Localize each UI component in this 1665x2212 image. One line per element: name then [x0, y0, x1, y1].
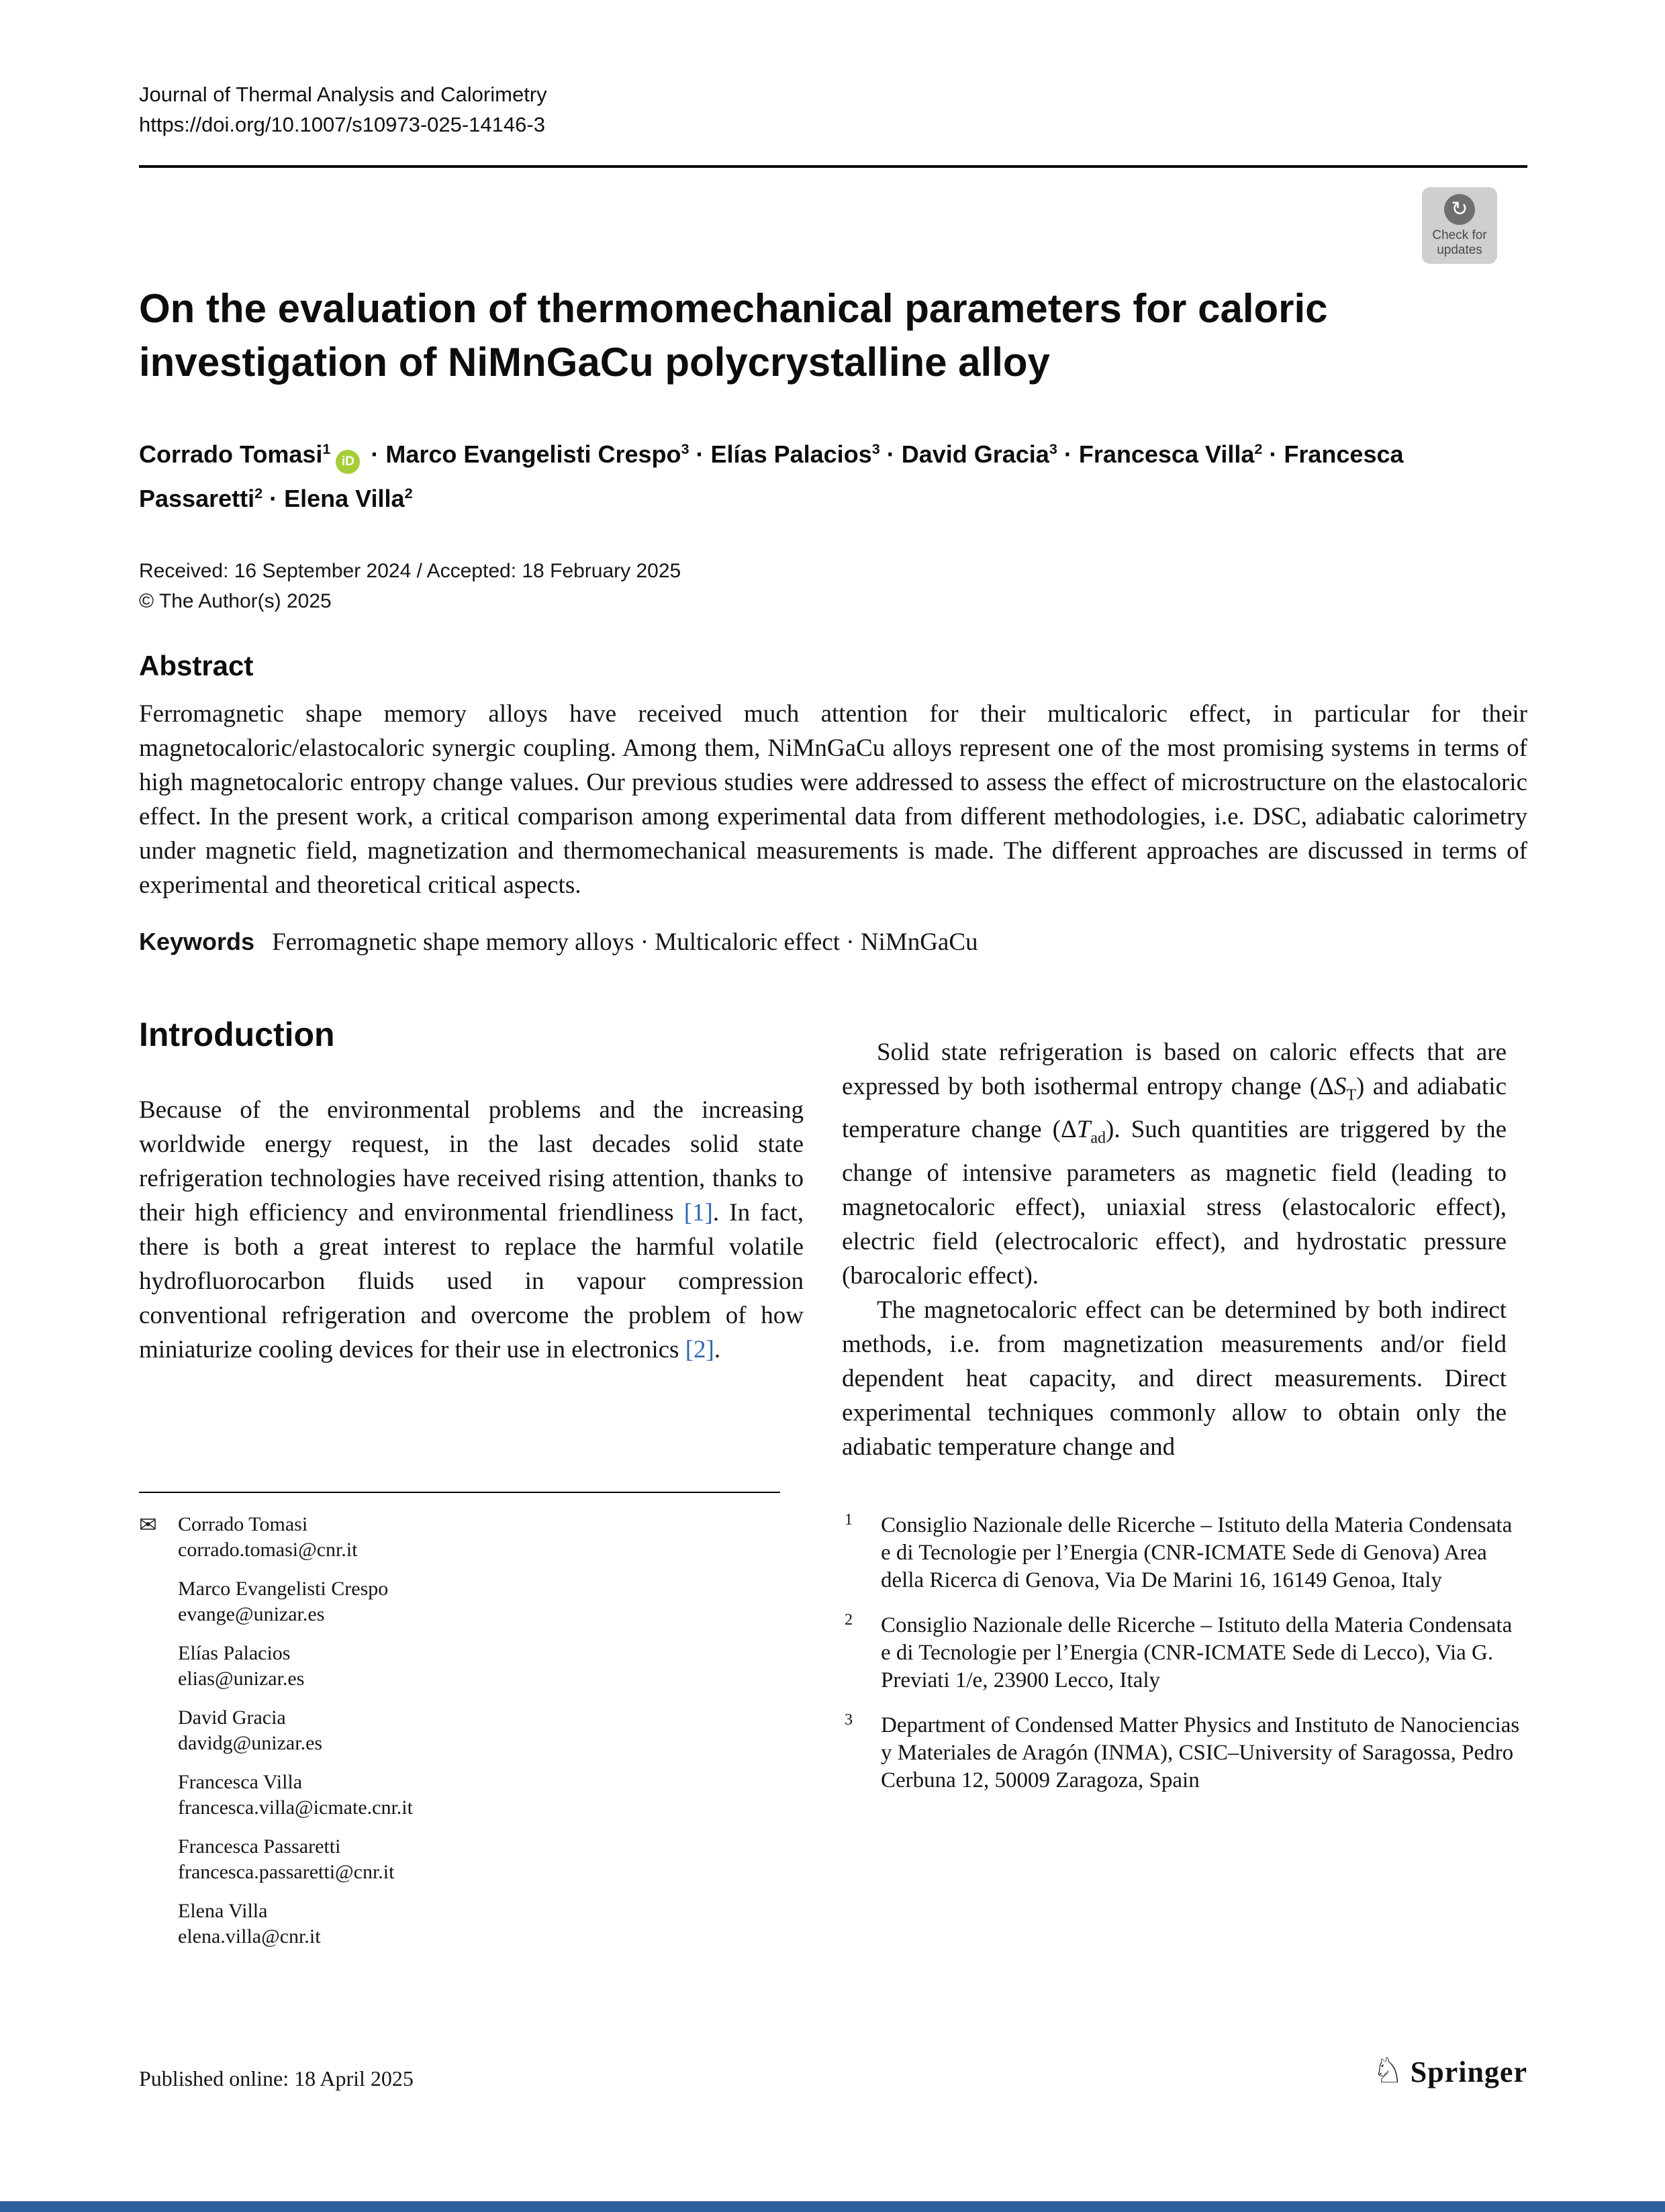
keywords-text: Ferromagnetic shape memory alloys · Multicaloric effect · NiMnGaCu	[272, 928, 978, 956]
intro-right-column	[842, 1035, 1507, 1464]
affiliation-text: Consiglio Nazionale delle Ricerche – Istituto della Materia Condensata e di Tecnologie per l’Energia (CNR-ICMATE Sede di Genova) Area della Ricerca di Genova, Via De Marini 16, 16149 Genoa, Italy	[881, 1513, 1513, 1592]
correspondence-entry	[139, 1641, 804, 1692]
correspondent-email[interactable]: davidg@unizar.es	[178, 1732, 323, 1754]
correspondence-entry	[139, 1770, 804, 1821]
springer-logo	[1372, 2054, 1527, 2089]
springer-horse-icon: ♘	[1372, 2052, 1404, 2090]
correspondent-name: Francesca Villa	[178, 1771, 303, 1793]
affiliation-number: 2	[845, 1611, 853, 1629]
correspondent-name: Marco Evangelisti Crespo	[178, 1578, 389, 1600]
email-icon: ✉	[139, 1512, 157, 1537]
correspondence-entry	[139, 1705, 804, 1756]
author-line	[139, 430, 1415, 518]
doi-link[interactable]: https://doi.org/10.1007/s10973-025-14146-3	[139, 113, 545, 136]
correspondence-entry	[139, 1834, 804, 1885]
refresh-glyph: ↻	[1451, 198, 1468, 220]
intro-paragraph: Solid state refrigeration is based on caloric effects that are expressed by both isothermal entropy change $(\Delta S_T)$ and adiabatic temperature change $(\Delta T_{ad})$. Such quantities are triggered by the change of intensive parameters as magnetic field (leading to magnetocaloric effect), uniaxial stress (elastocaloric effect), electric field (electrocaloric effect), and hydrostatic pressure (barocaloric effect).	[842, 1039, 1507, 1290]
author-separator: ·	[689, 440, 711, 468]
received-accepted: Received: 16 September 2024 / Accepted: 18 February 2025	[139, 560, 681, 582]
citation-link[interactable]: [2]	[685, 1336, 714, 1363]
correspondent-email[interactable]: evange@unizar.es	[178, 1603, 325, 1625]
correspondent-name: David Gracia	[178, 1706, 286, 1729]
affiliation-text: Consiglio Nazionale delle Ricerche – Istituto della Materia Condensata e di Tecnologie per l’Energia (CNR-ICMATE Sede di Lecco), Via G. Previati 1/e, 23900 Lecco, Italy	[881, 1613, 1513, 1692]
affiliation-text: Department of Condensed Matter Physics and Instituto de Nanociencias y Materiales de Aragón (INMA), CSIC–University of Saragossa, Pedro Cerbuna 12, 50009 Zaragoza, Spain	[881, 1713, 1520, 1792]
copyright-line: © The Author(s) 2025	[139, 590, 332, 612]
orcid-icon[interactable]: iD	[336, 450, 360, 474]
keywords-line	[139, 928, 1527, 957]
affiliation-entry	[842, 1512, 1520, 1594]
header-rule	[139, 165, 1527, 168]
correspondent-name: Elías Palacios	[178, 1642, 291, 1664]
author-separator: ·	[364, 440, 386, 468]
journal-header	[139, 79, 547, 140]
correspondent-email[interactable]: elias@unizar.es	[178, 1668, 305, 1690]
author-name: Elena Villa$^2$	[284, 485, 413, 512]
abstract-heading: Abstract	[139, 650, 254, 681]
affiliation-number: 3	[845, 1711, 853, 1729]
author-name: Marco Evangelisti Crespo$^3$	[385, 440, 689, 468]
intro-paragraph: The magnetocaloric effect can be determined by both indirect methods, i.e. from magnetization measurements and/or field dependent heat capacity, and direct measurements. Direct experimental techniques commonly allow to obtain only the adiabatic temperature change and	[842, 1296, 1507, 1461]
bottom-accent-bar	[0, 2201, 1665, 2212]
correspondent-email[interactable]: corrado.tomasi@cnr.it	[178, 1539, 358, 1561]
correspondence-entry	[139, 1898, 804, 1950]
keywords-label: Keywords	[139, 928, 255, 955]
footnote-rule	[139, 1492, 780, 1493]
crossmark-icon	[1444, 194, 1475, 225]
affiliation-entry	[842, 1712, 1520, 1794]
citation-link[interactable]: [1]	[683, 1199, 713, 1227]
author-name: Corrado Tomasi$^1$	[139, 440, 331, 468]
author-name: Francesca Passaretti$^2$	[139, 440, 1404, 512]
author-name: Francesca Villa$^2$	[1078, 440, 1263, 468]
correspondent-name: Francesca Passaretti	[178, 1835, 341, 1858]
check-updates-badge[interactable]	[1422, 187, 1497, 264]
intro-paragraph: Because of the environmental problems and the increasing worldwide energy request, in the last decades solid state refrigeration technologies have received rising attention, thanks to their high efficiency and environmental friendliness [1]. In fact, there is both a great interest to replace the harmful volatile hydrofluorocarbon fluids used in vapour compression conventional refrigeration and overcome the problem of how miniaturize cooling devices for their use in electronics [2].	[139, 1096, 804, 1363]
affiliation-number: 1	[845, 1511, 853, 1529]
dates-block	[139, 556, 681, 616]
introduction-heading: Introduction	[139, 1016, 335, 1053]
correspondent-email[interactable]: francesca.villa@icmate.cnr.it	[178, 1796, 413, 1819]
correspondent-name: Elena Villa	[178, 1900, 268, 1922]
check-updates-label: Check for updates	[1432, 228, 1487, 257]
springer-wordmark: Springer	[1410, 2055, 1527, 2088]
author-separator: ·	[1262, 440, 1284, 468]
affiliation-list	[842, 1512, 1520, 1812]
correspondent-email[interactable]: francesca.passaretti@cnr.it	[178, 1861, 395, 1883]
author-name: Elías Palacios$^3$	[710, 440, 880, 468]
author-separator: ·	[1057, 440, 1079, 468]
article-title: On the evaluation of thermomechanical parameters for caloric investigation of NiMnGaCu polycrystalline alloy	[139, 286, 1328, 385]
journal-name: Journal of Thermal Analysis and Calorimetry	[139, 83, 547, 106]
affiliation-entry	[842, 1612, 1520, 1694]
published-online: Published online: 18 April 2025	[139, 2066, 414, 2090]
author-separator: ·	[263, 485, 285, 512]
intro-left-column	[139, 1015, 804, 1367]
correspondent-email[interactable]: elena.villa@cnr.it	[178, 1925, 321, 1947]
author-separator: ·	[879, 440, 902, 468]
author-name: David Gracia$^3$	[901, 440, 1057, 468]
correspondence-entry	[139, 1512, 804, 1563]
correspondence-list	[139, 1512, 804, 1963]
correspondent-name: Corrado Tomasi	[178, 1513, 308, 1535]
abstract-text: Ferromagnetic shape memory alloys have received much attention for their multicaloric effect, in particular for their magnetocaloric/elastocaloric synergic coupling. Among them, NiMnGaCu alloys represent one of the most promising systems in terms of high magnetocaloric entropy change values. Our previous studies were addressed to assess the effect of microstructure on the elastocaloric effect. In the present work, a critical comparison among experimental data from different methodologies, i.e. DSC, adiabatic calorimetry under magnetic field, magnetization and thermomechanical measurements is made. The different approaches are discussed in terms of experimental and theoretical critical aspects.	[139, 700, 1527, 899]
correspondence-entry	[139, 1576, 804, 1627]
